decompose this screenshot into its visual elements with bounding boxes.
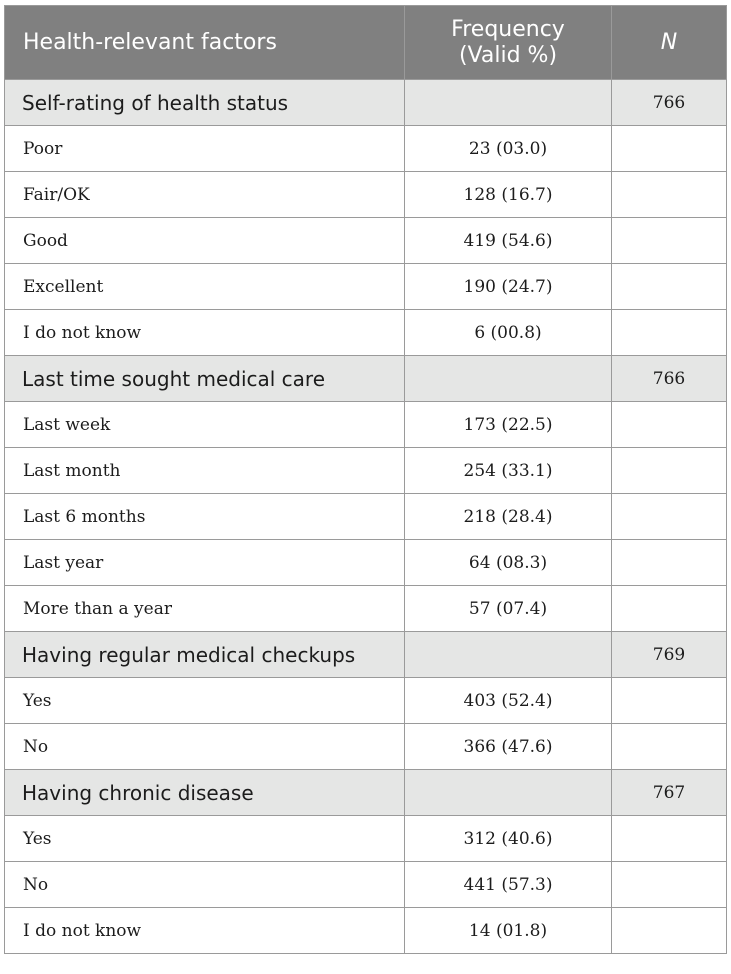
header-frequency-line2: (Valid %) bbox=[458, 42, 558, 68]
section-row bbox=[5, 80, 727, 126]
table-row bbox=[5, 724, 727, 770]
section-frequency-empty bbox=[405, 80, 612, 126]
row-label: Fair/OK bbox=[5, 172, 405, 218]
table-row bbox=[5, 678, 727, 724]
row-label: No bbox=[5, 724, 405, 770]
section-title: Last time sought medical care bbox=[5, 356, 405, 402]
row-frequency: 441 (57.3) bbox=[405, 862, 612, 908]
section-frequency-empty bbox=[405, 356, 612, 402]
row-n-empty bbox=[612, 172, 727, 218]
table-row bbox=[5, 586, 727, 632]
row-n-empty bbox=[612, 908, 727, 954]
row-frequency: 190 (24.7) bbox=[405, 264, 612, 310]
section-frequency-empty bbox=[405, 632, 612, 678]
row-label: No bbox=[5, 862, 405, 908]
row-frequency: 403 (52.4) bbox=[405, 678, 612, 724]
header-frequency bbox=[405, 6, 612, 80]
section-title: Having regular medical checkups bbox=[5, 632, 405, 678]
section-n: 767 bbox=[612, 770, 727, 816]
row-label: Poor bbox=[5, 126, 405, 172]
table-row bbox=[5, 816, 727, 862]
row-n-empty bbox=[612, 218, 727, 264]
row-label: Last week bbox=[5, 402, 405, 448]
section-row bbox=[5, 770, 727, 816]
row-n-empty bbox=[612, 862, 727, 908]
section-row bbox=[5, 356, 727, 402]
row-frequency: 14 (01.8) bbox=[405, 908, 612, 954]
row-frequency: 57 (07.4) bbox=[405, 586, 612, 632]
section-n: 766 bbox=[612, 356, 727, 402]
row-frequency: 218 (28.4) bbox=[405, 494, 612, 540]
row-n-empty bbox=[612, 494, 727, 540]
row-frequency: 173 (22.5) bbox=[405, 402, 612, 448]
table-row bbox=[5, 540, 727, 586]
row-frequency: 23 (03.0) bbox=[405, 126, 612, 172]
row-label: Last year bbox=[5, 540, 405, 586]
row-n-empty bbox=[612, 126, 727, 172]
table-row bbox=[5, 126, 727, 172]
section-n: 766 bbox=[612, 80, 727, 126]
row-n-empty bbox=[612, 816, 727, 862]
row-frequency: 64 (08.3) bbox=[405, 540, 612, 586]
row-label: Last 6 months bbox=[5, 494, 405, 540]
section-frequency-empty bbox=[405, 770, 612, 816]
row-frequency: 6 (00.8) bbox=[405, 310, 612, 356]
table-row bbox=[5, 218, 727, 264]
section-n: 769 bbox=[612, 632, 727, 678]
table-row bbox=[5, 494, 727, 540]
table-row bbox=[5, 448, 727, 494]
row-label: Excellent bbox=[5, 264, 405, 310]
section-title: Self-rating of health status bbox=[5, 80, 405, 126]
row-label: I do not know bbox=[5, 908, 405, 954]
row-frequency: 366 (47.6) bbox=[405, 724, 612, 770]
row-label: Yes bbox=[5, 816, 405, 862]
header-frequency-line1: Frequency bbox=[451, 16, 565, 42]
header-n: N bbox=[612, 6, 727, 80]
row-n-empty bbox=[612, 310, 727, 356]
header-factor: Health-relevant factors bbox=[5, 6, 405, 80]
section-row bbox=[5, 632, 727, 678]
table-row bbox=[5, 172, 727, 218]
health-factors-table bbox=[4, 5, 727, 954]
row-n-empty bbox=[612, 402, 727, 448]
table-row bbox=[5, 310, 727, 356]
table-header-row bbox=[5, 6, 727, 80]
row-n-empty bbox=[612, 448, 727, 494]
row-n-empty bbox=[612, 678, 727, 724]
table-row bbox=[5, 402, 727, 448]
section-title: Having chronic disease bbox=[5, 770, 405, 816]
row-label: Good bbox=[5, 218, 405, 264]
row-frequency: 312 (40.6) bbox=[405, 816, 612, 862]
row-frequency: 128 (16.7) bbox=[405, 172, 612, 218]
row-n-empty bbox=[612, 540, 727, 586]
row-label: Yes bbox=[5, 678, 405, 724]
row-frequency: 419 (54.6) bbox=[405, 218, 612, 264]
table-row bbox=[5, 908, 727, 954]
row-frequency: 254 (33.1) bbox=[405, 448, 612, 494]
row-n-empty bbox=[612, 264, 727, 310]
row-label: More than a year bbox=[5, 586, 405, 632]
row-label: I do not know bbox=[5, 310, 405, 356]
row-n-empty bbox=[612, 724, 727, 770]
table-row bbox=[5, 862, 727, 908]
table-body bbox=[5, 80, 727, 954]
row-n-empty bbox=[612, 586, 727, 632]
row-label: Last month bbox=[5, 448, 405, 494]
table-row bbox=[5, 264, 727, 310]
